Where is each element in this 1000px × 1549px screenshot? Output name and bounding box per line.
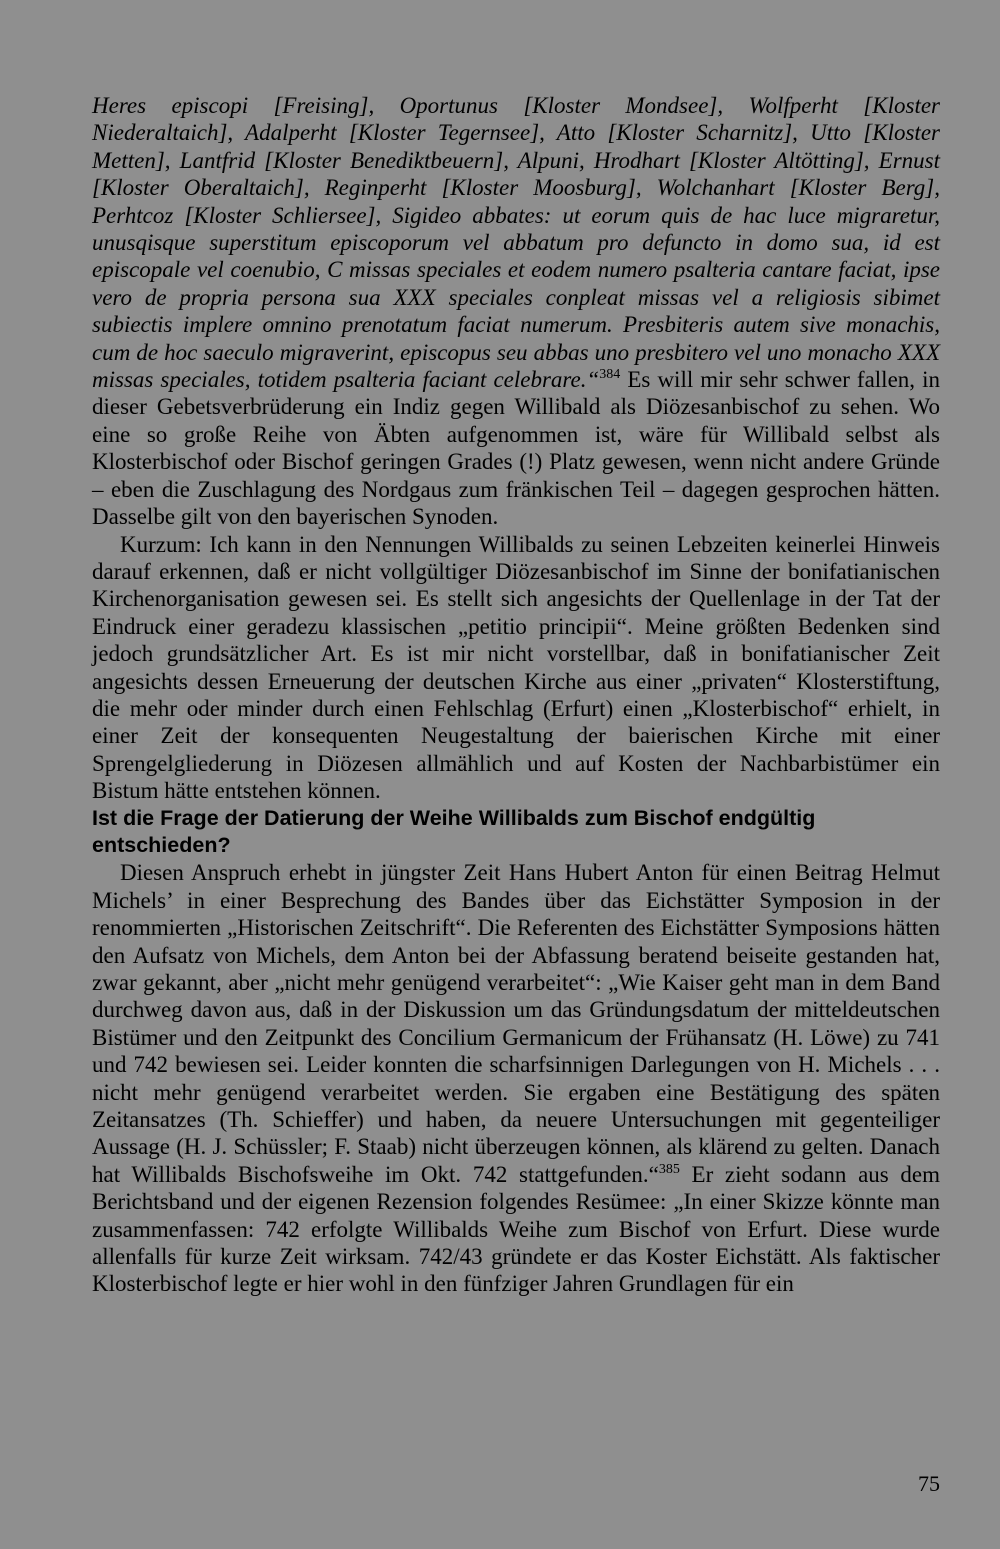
paragraph: [92, 92, 940, 531]
page-number: 75: [918, 1471, 940, 1496]
paragraph-text: Diesen Anspruch erhebt in jüngster Zeit Hans Hubert Anton für einen Beitrag Helmut Michels’ in einer Besprechung des Bandes über das Eichstätter Symposion in der renommierten „Historischen Zeitschrift“. Die Referenten des Eichstätter Symposions hätten den Aufsatz von Michels, dem Anton bei der Abfassung beratend beiseite gestanden hat, zwar gekannt, aber „nicht mehr genügend verarbeitet“: „Wie Kaiser geht man in dem Band durchweg davon aus, daß in der Diskussion um das Gründungsdatum der mitteldeutschen Bistümer und den Zeitpunkt des Concilium Germanicum der Frühansatz (H. Löwe) zu 741 und 742 bewiesen sei. Leider konnten die scharfsinnigen Darlegungen von H. Michels . . . nicht mehr genügend verarbeitet werden. Sie ergaben eine Bestätigung des späten Zeitansatzes (Th. Schieffer) und haben, da neuere Untersuchungen mit gegenteiliger Aussage (H. J. Schüssler; F. Staab) nicht überzeugen können, als klärend zu gelten. Danach hat Willibalds Bischofsweihe im Okt. 742 stattgefunden.“: [92, 860, 940, 1187]
heading-line: entschieden?: [92, 832, 231, 857]
footnote-ref-385[interactable]: 385: [658, 1161, 680, 1177]
paragraph: Kurzum: Ich kann in den Nennungen Willibalds zu seinen Lebzeiten keinerlei Hinweis darauf erkennen, daß er nicht vollgültiger Diözesanbischof im Sinne der bonifatianischen Kirchenorganisation gewesen sei. Es stellt sich angesichts der Quellenlage in der Tat der Eindruck einer geradezu klassischen „petitio principii“. Meine größten Bedenken sind jedoch grundsätzlicher Art. Es ist mir nicht vorstellbar, daß in bonifatianischer Zeit angesichts dessen Erneuerung der deutschen Kirche aus einer „privaten“ Klosterstiftung, die mehr oder minder durch einen Fehlschlag (Erfurt) einen „Klosterbischof“ erhielt, in einer Zeit der konsequenten Neugestaltung der baierischen Kirche mit einer Sprengelgliederung in Diözesen allmählich und auf Kosten der Nachbarbistümer ein Bistum hätte entstehen können.: [92, 531, 940, 804]
paragraph-text: Es will mir sehr schwer fallen, in dieser Gebetsverbrüderung ein Indiz gegen Willibald als Diözesanbischof zu sehen. Wo eine so große Reihe von Äbten aufgenommen ist, wäre für Willibald selbst als Klosterbischof oder Bischof geringen Grades (!) Platz gewesen, wenn nicht andere Gründe – eben die Zuschlagung des Nordgaus zum fränkischen Teil – dagegen gesprochen hätten. Dasselbe gilt von den bayerischen Synoden.: [92, 367, 940, 530]
closing-quote-mark: “: [586, 367, 600, 393]
footnote-ref-384[interactable]: 384: [599, 367, 621, 383]
section-heading: [92, 805, 940, 860]
latin-quotation: Heres episcopi [Freising], Oportunus [Kloster Mondsee], Wolfperht [Kloster Niederaltaich], Adalperht [Kloster Tegernsee], Atto [Kloster Scharnitz], Utto [Kloster Metten], Lantfrid [Kloster Benediktbeuern], Alpuni, Hrodhart [Kloster Altötting], Ernust [Kloster Oberaltaich], Reginperht [Kloster Moosburg], Wolchanhart [Kloster Berg], Perhtcoz [Kloster Schliersee], Sigideo abbates: ut eorum quis de hac luce migraretur, unusqisque superstitum episcoporum vel abbatum pro defuncto in domo sua, id est episcopale vel coenubio, C missas speciales et eodem numero psalteria cantare faciat, ipse vero de propria persona sua XXX speciales conpleat missas vel a religiosis sibimet subiectis implere omnino prenotatum faciat numerum. Presbiteris autem sive monachis, cum de hoc saeculo migraverint, episcopus seu abbas uno presbitero vel uno monacho XXX missas speciales, totidem psalteria faciant celebrare.: [92, 93, 940, 393]
heading-line: Ist die Frage der Datierung der Weihe Willibalds zum Bischof endgültig: [92, 805, 816, 830]
paragraph-text: Er zieht sodann aus dem Berichtsband und der eigenen Rezension folgendes Resümee: „In einer Skizze könnte man zusammenfassen: 742 erfolgte Willibalds Weihe zum Bischof von Erfurt. Diese wurde allenfalls für kurze Zeit wirksam. 742/43 gründete er das Koster Eichstätt. Als faktischer Klosterbischof legte er hier wohl in den fünfziger Jahren Grundlagen für ein: [92, 1161, 940, 1297]
paragraph: [92, 859, 940, 1298]
body-text: [92, 92, 940, 1298]
